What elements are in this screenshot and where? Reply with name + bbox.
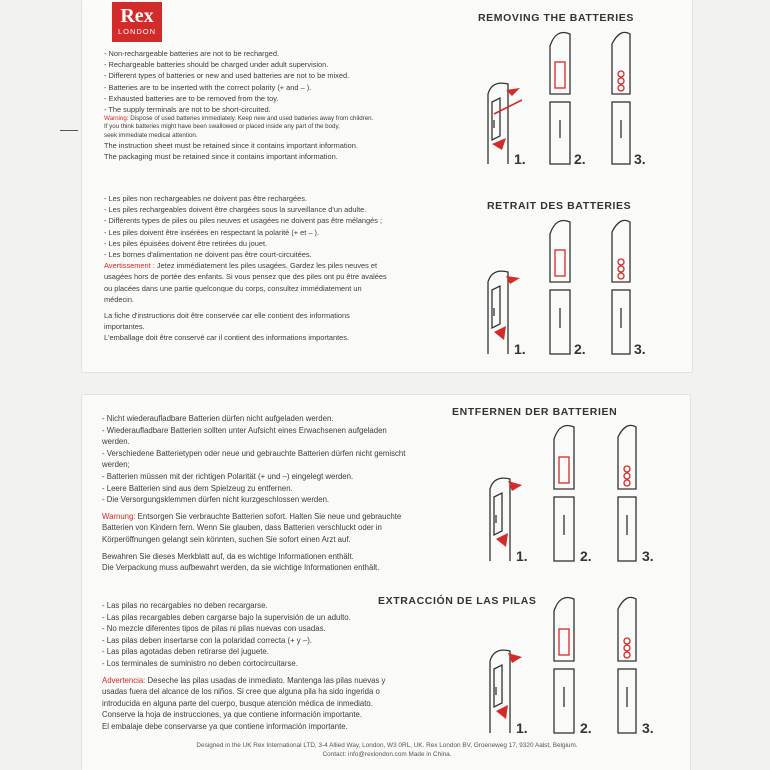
french-warning-label: Avertissement :	[104, 261, 155, 271]
english-warning-line: If you think batteries might have been swallowed or placed inside any part of the body,	[104, 123, 340, 131]
instruction-sheet-bottom	[82, 395, 690, 770]
french-line: - Les piles rechargeables doivent être chargées sous la surveillance d'un adulte.	[104, 205, 367, 215]
english-warning-text: Dispose of used batteries immediately. Keep new and used batteries away from children.	[128, 115, 374, 123]
french-warning-line: médecin.	[104, 294, 134, 304]
french-line: - Les bornes d'alimentation ne doivent pas être court-circuitées.	[104, 250, 312, 260]
battery-removal-diagram-spanish	[480, 591, 680, 742]
arrow-icon	[496, 705, 508, 719]
step-2-battery-pen	[554, 598, 574, 734]
french-text-block	[104, 193, 387, 344]
french-warning-text: Jetez immédiatement les piles usagées. Gardez les piles neuves et	[154, 261, 378, 271]
spanish-warning-line: introducida en alguna parte del cuerpo, busque atención médica de inmediato.	[102, 698, 373, 708]
diagram-svg	[480, 421, 680, 565]
spanish-line: - Los terminales de suministro no deben cortocircuitarse.	[102, 658, 298, 668]
spanish-line: - Las pilas no recargables no deben recargarse.	[102, 601, 268, 610]
battery-removal-diagram-english	[480, 28, 680, 173]
english-line: - Exhausted batteries are to be removed from the toy.	[104, 93, 279, 103]
german-line: - Nicht wiederaufladbare Batterien dürfen nicht aufgeladen werden.	[102, 414, 334, 423]
step-number: 1.	[514, 341, 526, 357]
step-1-pen-clip	[488, 83, 508, 164]
footer-address: Designed in the UK Rex International LTD, 3-4 Allied Way, London, W3 0RL, UK. Rex London BV, Groeneweg 17, 9320 Aalst, Belgium.	[196, 742, 578, 749]
step-number: 3.	[642, 720, 654, 736]
step-3-battery-pen	[618, 425, 636, 561]
german-warning	[102, 511, 405, 523]
german-line: - Batterien müssen mit der richtigen Polarität (+ und –) eingelegt werden.	[102, 471, 354, 481]
arrow-icon	[494, 326, 506, 340]
english-retain-line: The packaging must be retained since it contains important information.	[104, 152, 338, 162]
english-warning-label: Warning:	[104, 115, 129, 123]
diagram-svg	[480, 28, 680, 168]
english-retain-line: The instruction sheet must be retained since it contains important information.	[104, 140, 358, 150]
german-line: werden.	[102, 437, 130, 447]
battery-removal-diagram-french	[480, 216, 680, 363]
german-line: - Wiederaufladbare Batterien sollten unter Aufsicht eines Erwachsenen aufgeladen	[102, 425, 387, 435]
german-line: werden;	[102, 460, 130, 470]
french-warning-line: usagées hors de portée des enfants. Si vous pensez que des piles ont pu être avalées	[104, 272, 387, 282]
step-1-pen-clip	[490, 478, 510, 561]
german-line: - Leere Batterien sind aus dem Spielzeug zu entfernen.	[102, 483, 293, 493]
french-line: - Les piles doivent être insérées en respectant la polarité (+ et – ).	[104, 227, 320, 237]
spanish-warning	[102, 675, 385, 687]
french-retain-line: La fiche d'instructions doit être conservée car elle contient des informations	[104, 311, 350, 321]
french-retain-line: L'emballage doit être conservé car il contient des informations importantes.	[104, 333, 350, 343]
spanish-line: - Las pilas recargables deben cargarse bajo la supervisión de un adulto.	[102, 612, 351, 622]
step-number: 2.	[580, 720, 592, 736]
step-1-pen-clip	[488, 271, 508, 354]
french-warning-line: ou placées dans une partie quelconque du corps, consultez immédiatement un	[104, 283, 362, 293]
step-number: 3.	[634, 151, 646, 167]
english-warning-line: seek immediate medical attention.	[104, 131, 198, 139]
step-number: 2.	[580, 548, 592, 564]
spanish-warning-text: Deseche las pilas usadas de inmediato. Mantenga las pilas nuevas y	[145, 675, 386, 685]
english-line: - Batteries are to be inserted with the correct polarity (+ and – ).	[104, 82, 312, 92]
step-1-pen-clip	[490, 650, 510, 733]
german-warning-text: Entsorgen Sie verbrauchte Batterien sofort. Halten Sie neue und gebrauchte	[135, 511, 402, 521]
english-section-title: REMOVING THE BATTERIES	[478, 12, 634, 24]
spanish-retain-line: Conserve la hoja de instrucciones, ya que contiene información importante.	[102, 710, 363, 720]
crop-mark	[60, 130, 78, 131]
english-text-block	[104, 48, 373, 162]
arrow-icon	[496, 533, 508, 547]
french-retain-line: importantes.	[104, 322, 145, 332]
footer	[152, 741, 622, 759]
step-2-battery-pen	[550, 33, 570, 165]
diagram-svg	[480, 591, 680, 737]
step-number: 1.	[514, 151, 526, 167]
german-line: - Die Versorgungsklemmen dürfen nicht kurzgeschlossen werden.	[102, 495, 330, 505]
french-warning	[104, 260, 387, 271]
german-warning-label: Warnung:	[102, 511, 136, 521]
logo-brand: Rex	[120, 5, 154, 27]
german-section-title: ENTFERNEN DER BATTERIEN	[452, 406, 618, 418]
step-number: 2.	[574, 341, 586, 357]
spanish-section-title: EXTRACCIÓN DE LAS PILAS	[378, 595, 537, 607]
spanish-warning-label: Advertencia:	[102, 675, 146, 685]
step-number: 3.	[642, 548, 654, 564]
english-warning	[104, 115, 373, 123]
german-line: - Verschiedene Batterietypen oder neue und gebrauchte Batterien dürfen nicht gemischt	[102, 448, 406, 458]
step-3-battery-pen	[612, 220, 630, 354]
spanish-warning-line: usadas fuera del alcance de los niños. Si cree que alguna pila ha sido ingerida o	[102, 687, 380, 697]
logo-sub: LONDON	[117, 27, 157, 36]
german-text-block	[102, 413, 405, 574]
german-retain-line: Die Verpackung muss aufbewahrt werden, da sie wichtige Informationen enthält.	[102, 563, 380, 573]
footer-contact: Contact: info@rexlondon.com Made in China.	[322, 751, 452, 758]
step-number: 1.	[516, 720, 528, 736]
french-section-title: RETRAIT DES BATTERIES	[487, 200, 632, 212]
step-number: 1.	[516, 548, 528, 564]
english-line: - Non-rechargeable batteries are not to be recharged.	[104, 49, 280, 58]
step-2-battery-pen	[554, 426, 574, 562]
rex-london-logo	[112, 2, 162, 42]
step-3-battery-pen	[618, 597, 636, 733]
diagram-svg	[480, 216, 680, 358]
spanish-line: - No mezcle diferentes tipos de pilas ni pilas nuevas con usadas.	[102, 624, 326, 634]
step-number: 3.	[634, 341, 646, 357]
french-line: - Les piles non rechargeables ne doivent pas être rechargées.	[104, 194, 307, 203]
arrow-icon	[492, 138, 506, 150]
spanish-text-block	[102, 600, 385, 733]
english-line: - Rechargeable batteries should be charged under adult supervision.	[104, 60, 329, 70]
step-3-battery-pen	[612, 32, 630, 164]
spanish-line: - Las pilas agotadas deben retirarse del juguete.	[102, 647, 269, 657]
battery-removal-diagram-german	[480, 421, 680, 570]
english-line: - Different types of batteries or new and used batteries are not to be mixed.	[104, 71, 350, 81]
german-retain-line: Bewahren Sie dieses Merkblatt auf, da es wichtige Informationen enthält.	[102, 551, 354, 561]
german-warning-line: Körperöffnungen gelangt sein könnten, suchen Sie sofort einen Arzt auf.	[102, 534, 351, 544]
spanish-retain-line: El embalaje debe conservarse ya que contiene información importante.	[102, 721, 348, 731]
step-number: 2.	[574, 151, 586, 167]
french-line: - Les piles épuisées doivent être retirées du jouet.	[104, 238, 268, 248]
instruction-sheet-top	[82, 0, 692, 372]
german-warning-line: Batterien von Kindern fern. Wenn Sie glauben, dass Batterien verschluckt oder in	[102, 523, 382, 533]
french-line: - Différents types de piles ou piles neuves et usagées ne doivent pas être mélangés ;	[104, 216, 383, 226]
step-2-battery-pen	[550, 221, 570, 355]
english-line: - The supply terminals are not to be short-circuited.	[104, 105, 271, 115]
spanish-line: - Las pilas deben insertarse con la polaridad correcta (+ y –).	[102, 635, 312, 645]
